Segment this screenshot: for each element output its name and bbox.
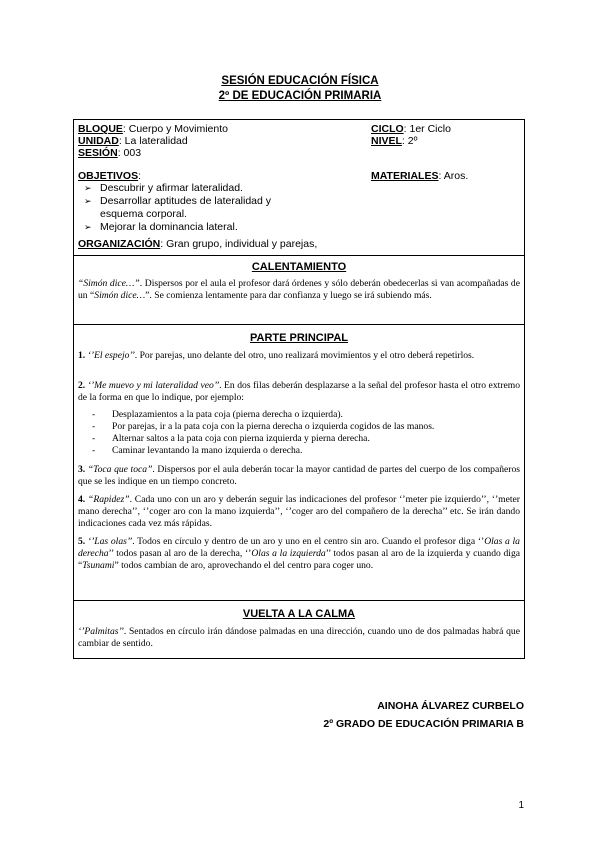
calentamiento-section [73, 256, 525, 325]
organizacion-line [78, 238, 317, 250]
objetivos-line [78, 170, 141, 182]
objetivos-colon: : [138, 170, 142, 182]
arrow-bullet-icon: ➢ [84, 183, 92, 193]
unidad-label: UNIDAD [78, 135, 119, 147]
game-name: ‘’Me muevo y mi lateralidad veo’’ [87, 380, 220, 391]
bloque-label: BLOQUE [78, 123, 123, 135]
session-info-box [73, 119, 525, 256]
parte-principal-title: PARTE PRINCIPAL [250, 332, 348, 344]
nivel-line [371, 135, 417, 147]
nivel-value: : 2º [401, 135, 418, 147]
nivel-label: NIVEL [371, 135, 402, 147]
game-name: “Toca que toca” [87, 464, 153, 475]
unidad-value: : La lateralidad [118, 135, 188, 147]
game-name: ‘’Las olas’’ [87, 536, 133, 547]
unidad-line [78, 135, 188, 147]
calentamiento-text: “Simón dice…”. Dispersos por el aula el profesor dará órdenes y sólo deberán obedecerlas si van acompañadas de un “Simón dice…”. Se comienza lentamente para dar confianza y luego se irá subiendo más. [78, 278, 520, 301]
parte-principal-section: PARTE PRINCIPAL 1. ‘’El espejo’’. Por parejas, uno delante del otro, uno realizará movimientos y el otro deberá repetirlos. 2. ‘’Me muevo y mi lateralidad veo’’. En dos filas deberán desplazarse a la señal del profesor hasta el otro extremo de la forma en que lo indique, por ejemplo: - Desplazamientos a la pata coja (pierna derecha o izquierda). - Por parejas, ir a la pata coja con la pierna derecha o izquierda cogidos de las manos. - Alternar saltos a la pata coja con pierna izquierda y pierna derecha. - Caminar levantando la mano izquierda o derecha. 3. “Toca que toca”. Dispersos por el aula deberán tocar la mayor cantidad de partes del cuerpo de los compañeros que se les indique en un tiempo concreto. 4. “Rapidez”. Cada uno con un aro y deberán seguir las indicaciones del profesor ‘’meter pie izquierdo’’, ‘’meter mano derecha’’, ‘’coger aro con la mano izquierda’’, ‘’coger aro del compañero de la derecha’’ etc. Se irán dando indicaciones cada vez más rápidas. 5. ‘’Las olas’’. Todos en círculo y dentro de un aro y uno en el centro sin aro. Cuando el profesor diga ‘’Olas a la derecha’’ todos pasan al aro de la derecha, ‘’Olas a la izquierda’’ todos pasan al aro de la izquierda y cuando diga “Tsunami” todos cambian de aro, aprovechando el del centro para coger uno. [73, 325, 525, 601]
bloque-value: : Cuerpo y Movimiento [122, 123, 228, 135]
exercise-1: 1. ‘’El espejo’’. Por parejas, uno delante del otro, uno realizará movimientos y el otro deberá repetirlos. [78, 350, 475, 361]
materiales-label: MATERIALES [371, 170, 439, 182]
exercise-4: 4. “Rapidez”. Cada uno con un aro y deberán seguir las indicaciones del profesor ‘’meter pie izquierdo’’, ‘’meter mano derecha’’, ‘’coger aro con la mano izquierda’’, ‘’coger aro del compañero de la derecha’’ etc. Se irán dando indicaciones cada vez más rápidas. [78, 494, 521, 529]
objetivo-text: esquema corporal. [100, 208, 187, 220]
organizacion-label: ORGANIZACIÓN [78, 238, 161, 250]
ciclo-label: CICLO [371, 123, 404, 135]
arrow-bullet-icon: ➢ [84, 196, 92, 206]
game-name: “Rapidez” [88, 494, 130, 505]
vuelta-calma-title: VUELTA A LA CALMA [242, 608, 356, 620]
exercise-2: 2. ‘’Me muevo y mi lateralidad veo’’. En dos filas deberán desplazarse a la señal del profesor hasta el otro extremo de la forma en que lo indique, por ejemplo: [78, 380, 520, 403]
document-subtitle: 2º DE EDUCACIÓN PRIMARIA [218, 90, 382, 102]
game-name: ‘’Palmitas’’ [78, 626, 124, 637]
game-name: ‘’El espejo’’ [87, 350, 135, 361]
materiales-line [371, 170, 468, 182]
sesion-value: : 003 [117, 147, 142, 159]
vuelta-calma-text: ‘’Palmitas’’. Sentados en círculo irán dándose palmadas en una dirección, cuando uno de dos palmadas habrá que cambiar de sentido. [78, 626, 520, 649]
objetivos-label: OBJETIVOS [78, 170, 139, 182]
vuelta-calma-section [73, 601, 525, 659]
objetivo-text: Mejorar la dominancia lateral. [100, 221, 238, 233]
materiales-value: : Aros. [438, 170, 469, 182]
sesion-label: SESIÓN [78, 147, 118, 159]
objetivo-text: Desarrollar aptitudes de lateralidad y [100, 195, 272, 207]
calentamiento-title: CALENTAMIENTO [251, 261, 347, 273]
page-number: 1 [518, 800, 524, 811]
author-group: 2º GRADO DE EDUCACIÓN PRIMARIA B [323, 718, 524, 730]
exercise-5: 5. ‘’Las olas’’. Todos en círculo y dentro de un aro y uno en el centro sin aro. Cuando el profesor diga ‘’Olas a la derecha’’ todos pasan al aro de la derecha, ‘’Olas a la izquierda’’ todos pasan al aro de la izquierda y cuando diga “Tsunami” todos cambian de aro, aprovechando el del centro para coger uno. [78, 536, 520, 571]
sesion-line [78, 147, 141, 159]
ciclo-line [371, 123, 451, 135]
organizacion-value: : Gran grupo, individual y parejas, [160, 238, 318, 250]
objetivo-text: Descubrir y afirmar lateralidad. [100, 182, 243, 194]
bloque-line [78, 123, 228, 135]
game-name: “Simón dice…” [78, 278, 140, 289]
exercise-3: 3. “Toca que toca”. Dispersos por el aula deberán tocar la mayor cantidad de partes del cuerpo de los compañeros que se les indique en un tiempo concreto. [78, 464, 520, 487]
arrow-bullet-icon: ➢ [84, 222, 92, 232]
author-name: AINOHA ÁLVAREZ CURBELO [377, 700, 524, 712]
ciclo-value: : 1er Ciclo [403, 123, 451, 135]
document-title: SESIÓN EDUCACIÓN FÍSICA [221, 75, 379, 87]
